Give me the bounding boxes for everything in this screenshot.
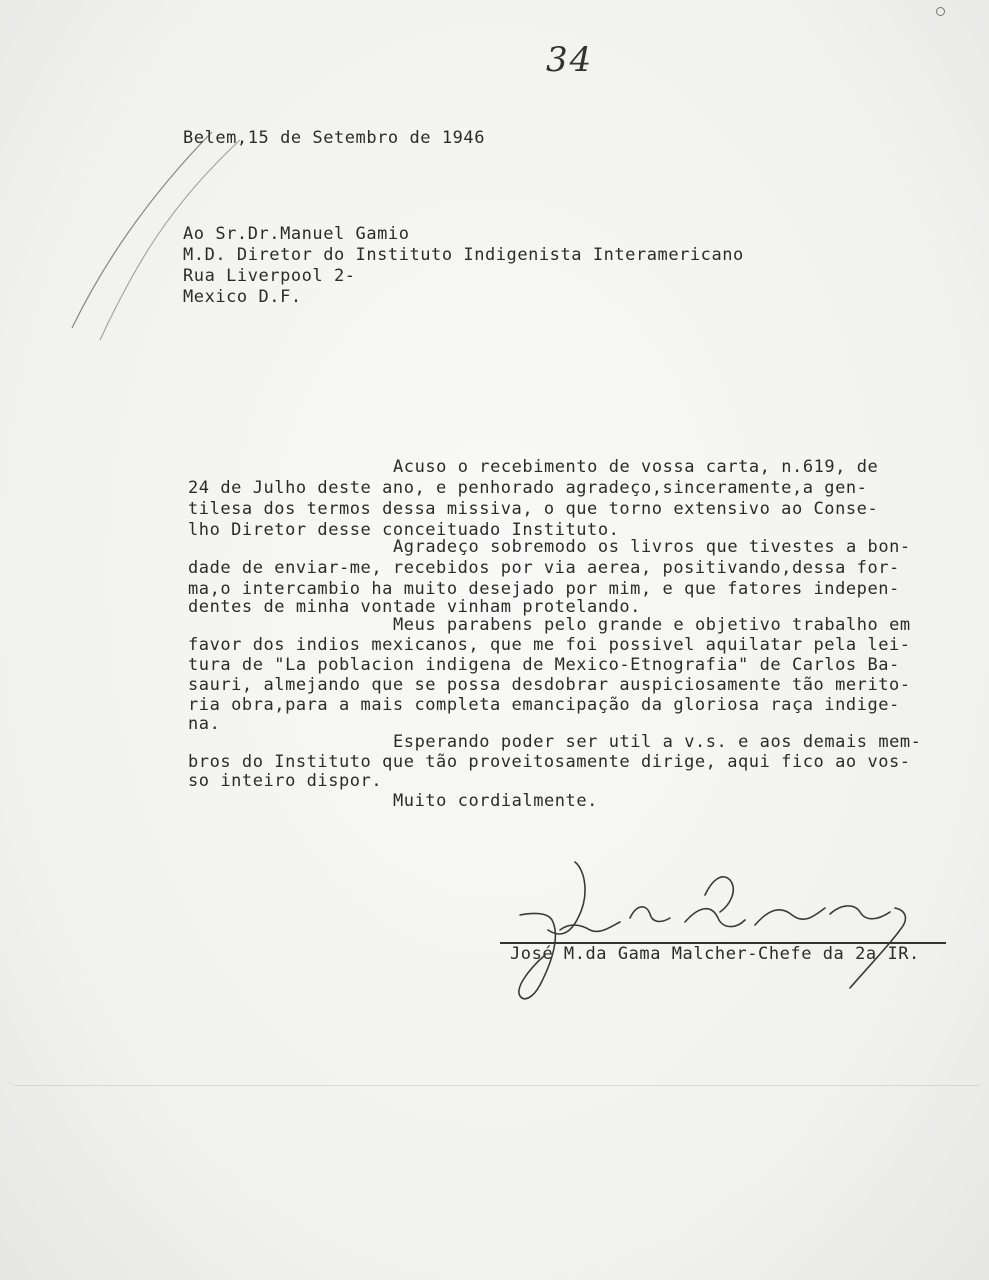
address-line-recipient: Ao Sr.Dr.Manuel Gamio: [183, 224, 410, 244]
body-line: dade de enviar-me, recebidos por via aerea, positivando,dessa for-: [188, 558, 900, 578]
address-line-title: M.D. Diretor do Instituto Indigenista Interamericano: [183, 245, 744, 265]
handwritten-page-number: 34: [546, 40, 594, 80]
signatory-name: José M.da Gama Malcher-Chefe da 2a IR.: [510, 944, 920, 964]
punch-hole-mark: [936, 7, 945, 16]
body-line: ria obra,para a mais completa emancipação da gloriosa raça indige-: [188, 695, 900, 715]
body-line: Meus parabens pelo grande e objetivo trabalho em: [393, 615, 911, 635]
body-line: bros do Instituto que tão proveitosamente dirige, aqui fico ao vos-: [188, 752, 911, 772]
body-line: Esperando poder ser util a v.s. e aos demais mem-: [393, 732, 922, 752]
body-line: tura de "La poblacion indigena de Mexico-Etnografia" de Carlos Ba-: [188, 655, 900, 675]
body-line: tilesa dos termos dessa missiva, o que torno extensivo ao Conse-: [188, 499, 879, 519]
body-line: so inteiro dispor.: [188, 771, 383, 791]
body-line: 24 de Julho deste ano, e penhorado agradeço,sinceramente,a gen-: [188, 478, 868, 498]
body-line: lho Diretor desse conceituado Instituto.: [188, 520, 620, 540]
body-line: dentes de minha vontade vinham protelando.: [188, 597, 641, 617]
address-line-city: Mexico D.F.: [183, 287, 302, 307]
address-line-street: Rua Liverpool 2-: [183, 266, 356, 286]
body-line: sauri, almejando que se possa desdobrar auspiciosamente tão merito-: [188, 675, 911, 695]
body-line: na.: [188, 714, 221, 734]
paper-fold-line: [14, 1085, 979, 1086]
body-line: favor dos indios mexicanos, que me foi possivel aquilatar pela lei-: [188, 635, 911, 655]
letter-date: Belem,15 de Setembro de 1946: [183, 128, 485, 148]
body-line: Acuso o recebimento de vossa carta, n.619, de: [393, 457, 879, 477]
body-line: ma,o intercambio ha muito desejado por mim, e que fatores indepen-: [188, 579, 900, 599]
body-line: Agradeço sobremodo os livros que tivestes a bon-: [393, 537, 911, 557]
body-line: Muito cordialmente.: [393, 791, 598, 811]
